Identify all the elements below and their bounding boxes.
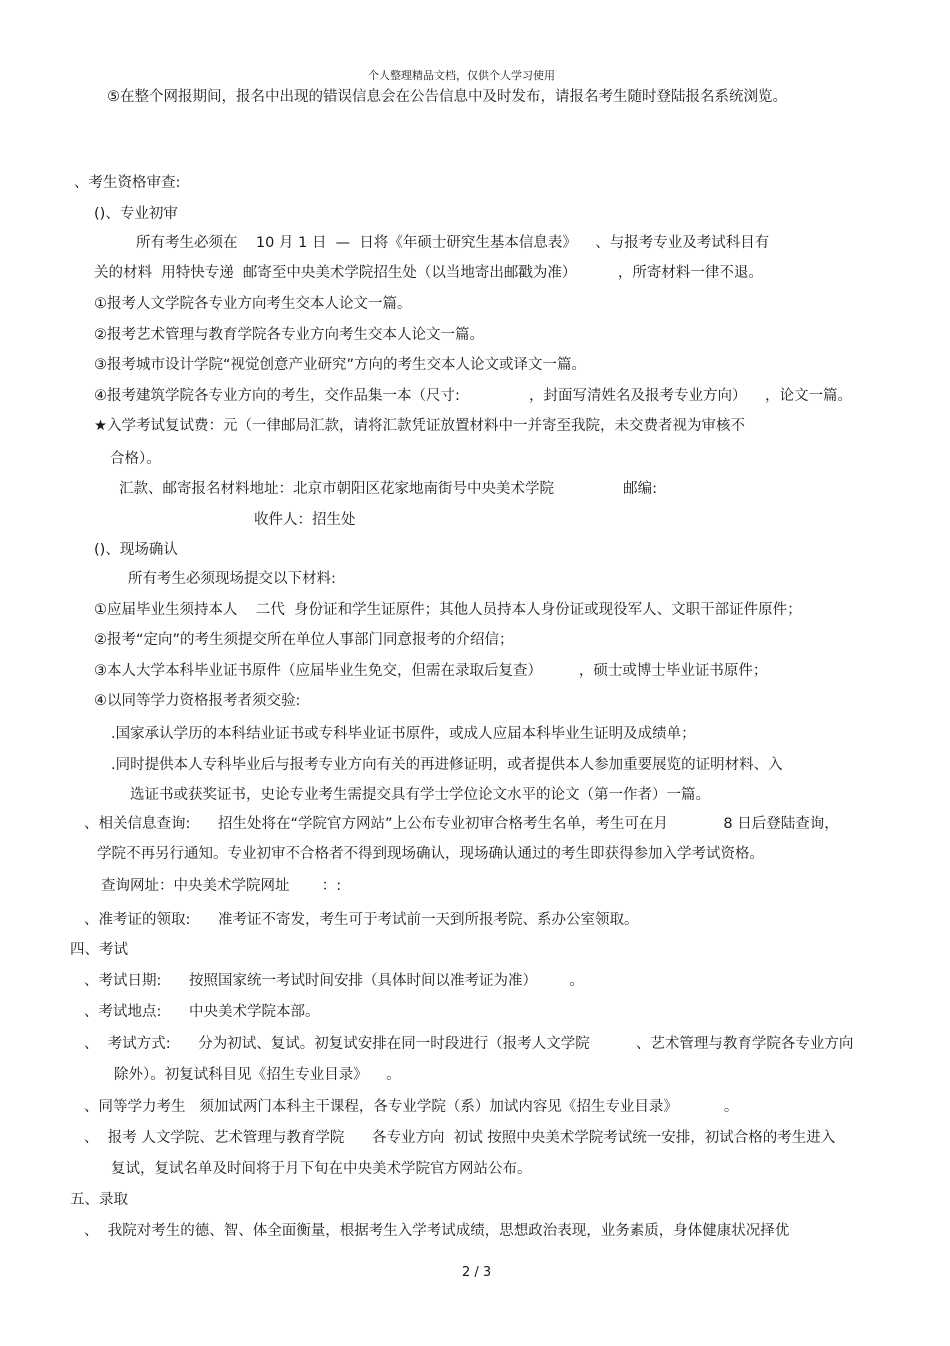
body-line: 合格）。 xyxy=(110,451,161,467)
body-line: ⑤在整个网报期间，报名中出现的错误信息会在公告信息中及时发布，请报名考生随时登陆报名系统浏览。 xyxy=(107,89,787,105)
section-heading: 四、考试 xyxy=(70,942,128,958)
subsection-heading: ()、现场确认 xyxy=(94,542,178,558)
body-line: 、 考试方式: 分为初试、复试。初复试安排在同一时段进行（报考人文学院 、艺术管理与教育学院各专业方向 xyxy=(84,1036,854,1052)
body-line: 收件人：招生处 xyxy=(254,512,356,528)
list-item: .国家承认学历的本科结业证书或专科毕业证书原件，或成人应届本科毕业生证明及成绩单； xyxy=(111,726,696,742)
body-line: 关的材料 用特快专递 邮寄至中央美术学院招生处（以当地寄出邮戳为准） ，所寄材料一律不退。 xyxy=(94,265,763,281)
body-line: 除外）。初复试科目见《招生专业目录》 。 xyxy=(114,1067,401,1083)
section-heading: 、考生资格审查: xyxy=(74,175,181,191)
body-line: 、相关信息查询: 招生处将在“学院官方网站”上公布专业初审合格考生名单，考生可在月 8 日后登陆查询， xyxy=(84,816,839,832)
list-item: ③本人大学本科毕业证书原件（应届毕业生免交，但需在录取后复查） ，硕士或博士毕业证书原件； xyxy=(94,663,768,679)
list-item: ①报考人文学院各专业方向考生交本人论文一篇。 xyxy=(94,296,412,312)
body-line: 所有考生必须现场提交以下材料: xyxy=(128,571,336,587)
body-line: 学院不再另行通知。专业初审不合格者不得到现场确认，现场确认通过的考生即获得参加入学考试资格。 xyxy=(97,846,764,862)
body-line: 、考试地点: 中央美术学院本部。 xyxy=(84,1004,320,1020)
body-line: 查询网址：中央美术学院网址 ：: xyxy=(101,878,342,894)
section-heading: 五、录取 xyxy=(70,1192,128,1208)
body-line: 复试，复试名单及时间将于月下旬在中央美术学院官方网站公布。 xyxy=(111,1161,532,1177)
list-item: ④以同等学力资格报考者须交验: xyxy=(94,693,301,709)
page-number: 2 / 3 xyxy=(462,1265,492,1280)
body-line: 选证书或获奖证书，史论专业考生需提交具有学士学位论文水平的论文（第一作者）一篇。 xyxy=(130,787,710,803)
list-item: .同时提供本人专科毕业后与报考专业方向有关的再进修证明，或者提供本人参加重要展览的证明材料、入 xyxy=(111,757,783,773)
body-line: 、同等学力考生 须加试两门本科主干课程，各专业学院（系）加试内容见《招生专业目录》 。 xyxy=(84,1099,739,1115)
list-item: ③报考城市设计学院“视觉创意产业研究”方向的考生交本人论文或译文一篇。 xyxy=(94,357,587,373)
body-line: 、准考证的领取: 准考证不寄发，考生可于考试前一天到所报考院、系办公室领取。 xyxy=(84,912,639,928)
subsection-heading: ()、专业初审 xyxy=(94,206,178,222)
list-item: ①应届毕业生须持本人 二代 身份证和学生证原件；其他人员持本人身份证或现役军人、文职干部证件原件； xyxy=(94,602,802,618)
list-item: ②报考艺术管理与教育学院各专业方向考生交本人论文一篇。 xyxy=(94,327,484,343)
body-line: 汇款、邮寄报名材料地址：北京市朝阳区花家地南街号中央美术学院 邮编: xyxy=(119,481,658,497)
body-line: 、 我院对考生的德、智、体全面衡量，根据考生入学考试成绩，思想政治表现，业务素质，身体健康状况择优 xyxy=(84,1223,790,1239)
page-header: 个人整理精品文档，仅供个人学习使用 xyxy=(368,69,555,82)
list-item: ④报考建筑学院各专业方向的考生，交作品集一本（尺寸: ，封面写清姓名及报考专业方向） ，论文一篇。 xyxy=(94,388,852,404)
body-line: ★入学考试复试费：元（一律邮局汇款，请将汇款凭证放置材料中一并寄至我院，未交费者视为审核不 xyxy=(94,418,745,434)
body-line: 、 报考 人文学院、艺术管理与教育学院 各专业方向 初试 按照中央美术学院考试统一安排，初试合格的考生进入 xyxy=(84,1130,836,1146)
body-line: 、考试日期: 按照国家统一考试时间安排（具体时间以准考证为准） 。 xyxy=(84,973,584,989)
list-item: ②报考“定向”的考生须提交所在单位人事部门同意报考的介绍信； xyxy=(94,632,514,648)
body-line: 所有考生必须在 10 月 1 日 — 日将《年硕士研究生基本信息表》 、与报考专业及考试科目有 xyxy=(136,235,770,251)
